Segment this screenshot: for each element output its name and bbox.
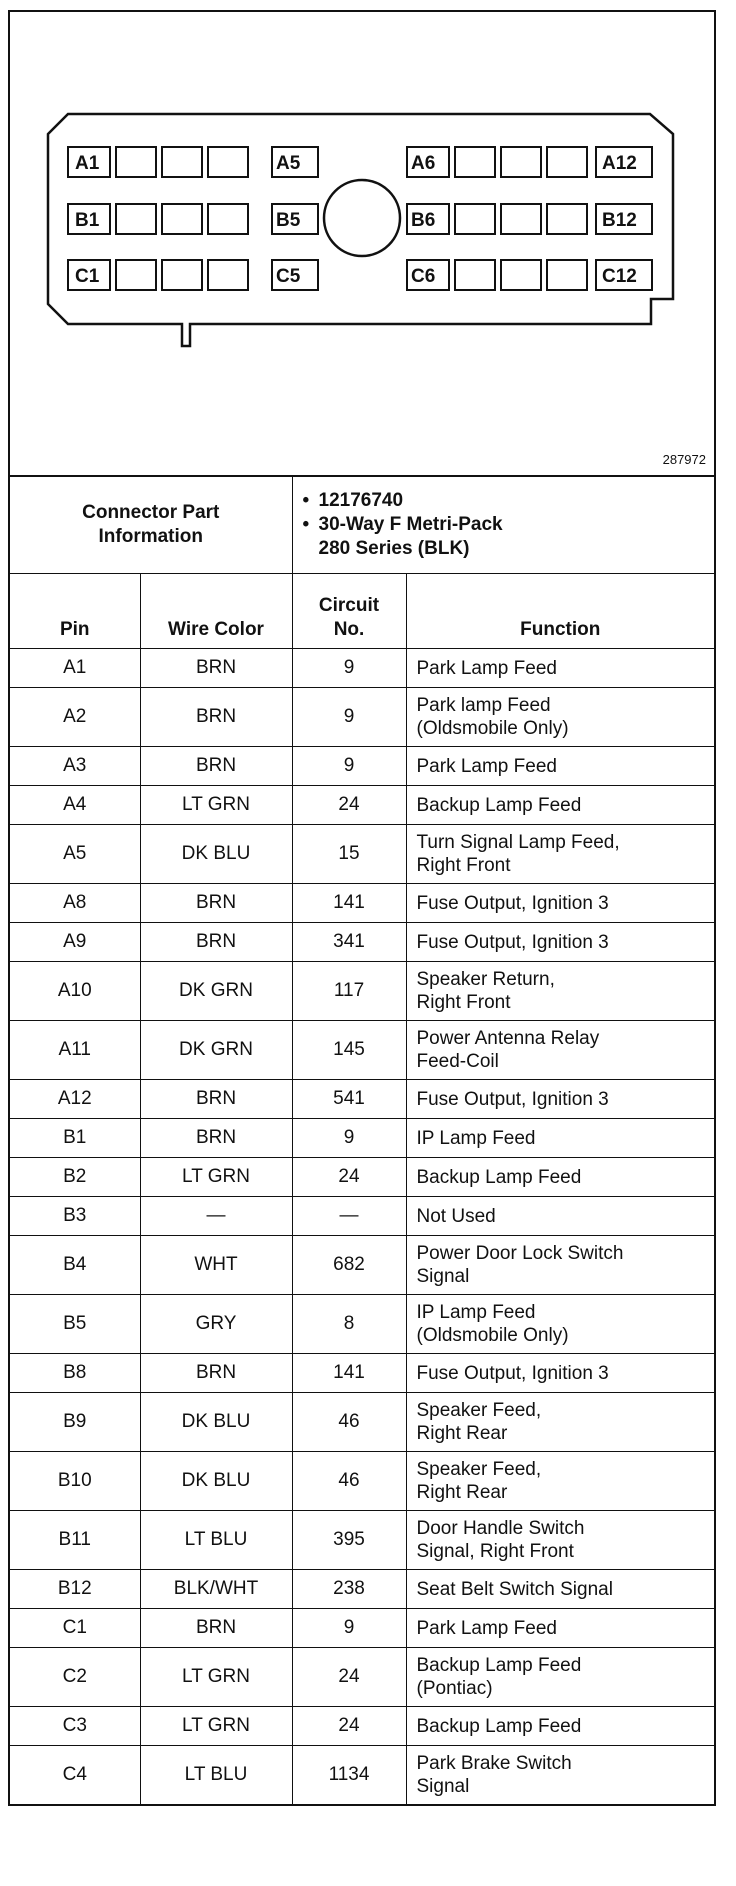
circuit-cell: 1134 bbox=[292, 1746, 406, 1805]
circuit-cell: — bbox=[292, 1197, 406, 1236]
connector-part-info-label-line1: Connector Part bbox=[82, 502, 220, 523]
pin-cavity bbox=[208, 147, 248, 177]
function-line1: Turn Signal Lamp Feed, bbox=[416, 832, 620, 853]
circuit-cell: 24 bbox=[292, 1648, 406, 1707]
function-line1: Not Used bbox=[416, 1205, 496, 1227]
function-line2: (Oldsmobile Only) bbox=[416, 718, 569, 739]
pin-label-b12: B12 bbox=[602, 210, 637, 231]
pin-label-a6: A6 bbox=[411, 153, 436, 174]
wire-color-cell: DK BLU bbox=[140, 825, 292, 884]
circuit-cell: 46 bbox=[292, 1452, 406, 1511]
table-row bbox=[10, 962, 714, 1021]
pin-cell: A2 bbox=[10, 688, 140, 747]
pin-cell: A12 bbox=[10, 1080, 140, 1119]
function-cell bbox=[406, 688, 714, 747]
pin-cavity bbox=[208, 260, 248, 290]
function-line2: Right Rear bbox=[416, 1423, 508, 1444]
pin-cavity bbox=[116, 204, 156, 234]
header-circuit-line2: No. bbox=[333, 619, 365, 640]
pin-cell: A10 bbox=[10, 962, 140, 1021]
table-row bbox=[10, 884, 714, 923]
pin-cavity bbox=[501, 147, 541, 177]
connector-center-circle bbox=[324, 180, 400, 256]
connector-table bbox=[10, 477, 714, 1804]
function-line1: Speaker Feed, bbox=[416, 1400, 542, 1421]
pin-cavity bbox=[208, 204, 248, 234]
function-cell bbox=[406, 825, 714, 884]
pin-cell: C1 bbox=[10, 1609, 140, 1648]
function-cell bbox=[406, 1080, 714, 1119]
function-line1: Speaker Feed, bbox=[416, 1459, 542, 1480]
table-row bbox=[10, 1080, 714, 1119]
function-line2: Right Front bbox=[416, 992, 511, 1013]
function-line1: Backup Lamp Feed bbox=[416, 1166, 582, 1188]
function-cell bbox=[406, 1354, 714, 1393]
connector-part-info-row bbox=[10, 477, 714, 574]
pin-label-a5: A5 bbox=[276, 153, 301, 174]
function-cell bbox=[406, 1570, 714, 1609]
pin-cavity bbox=[116, 147, 156, 177]
pin-cell: B11 bbox=[10, 1511, 140, 1570]
pin-label-b5: B5 bbox=[276, 210, 301, 231]
function-cell bbox=[406, 1511, 714, 1570]
pin-label-b1: B1 bbox=[75, 210, 100, 231]
pin-cell: B3 bbox=[10, 1197, 140, 1236]
function-cell bbox=[406, 1295, 714, 1354]
table-row bbox=[10, 1295, 714, 1354]
part-number: • 12176740 bbox=[319, 489, 709, 513]
circuit-cell: 8 bbox=[292, 1295, 406, 1354]
pin-cell: A1 bbox=[10, 649, 140, 688]
connector-face-drawing bbox=[10, 12, 714, 475]
function-cell bbox=[406, 1197, 714, 1236]
pin-label-c6: C6 bbox=[411, 266, 436, 287]
table-row bbox=[10, 747, 714, 786]
function-line1: Door Handle Switch bbox=[416, 1518, 585, 1539]
connector-description-line1: 30-Way F Metri-Pack bbox=[318, 514, 503, 535]
pin-cell: C4 bbox=[10, 1746, 140, 1805]
table-row bbox=[10, 786, 714, 825]
table-row bbox=[10, 1511, 714, 1570]
pin-cavity bbox=[501, 260, 541, 290]
header-function: Function bbox=[406, 574, 714, 649]
table-row bbox=[10, 1197, 714, 1236]
function-line1: Speaker Return, bbox=[416, 969, 555, 990]
function-line1: Park Brake Switch bbox=[416, 1753, 572, 1774]
header-pin: Pin bbox=[10, 574, 140, 649]
header-wire-color: Wire Color bbox=[140, 574, 292, 649]
pin-label-a1: A1 bbox=[75, 153, 100, 174]
circuit-cell: 24 bbox=[292, 1707, 406, 1746]
pin-cell: B12 bbox=[10, 1570, 140, 1609]
pin-label-a12: A12 bbox=[602, 153, 637, 174]
function-line1: Park Lamp Feed bbox=[416, 1617, 557, 1639]
wire-color-cell: DK GRN bbox=[140, 962, 292, 1021]
circuit-cell: 117 bbox=[292, 962, 406, 1021]
function-line1: Backup Lamp Feed bbox=[416, 1655, 582, 1676]
circuit-cell: 24 bbox=[292, 1158, 406, 1197]
circuit-cell: 9 bbox=[292, 747, 406, 786]
wire-color-cell: LT GRN bbox=[140, 1158, 292, 1197]
function-line2: Signal bbox=[416, 1266, 470, 1287]
pin-cell: B1 bbox=[10, 1119, 140, 1158]
function-cell bbox=[406, 1452, 714, 1511]
function-line1: Fuse Output, Ignition 3 bbox=[416, 1362, 609, 1384]
circuit-cell: 341 bbox=[292, 923, 406, 962]
wire-color-cell: BRN bbox=[140, 1609, 292, 1648]
circuit-cell: 9 bbox=[292, 688, 406, 747]
wire-color-cell: WHT bbox=[140, 1236, 292, 1295]
connector-description-line2: 280 Series (BLK) bbox=[318, 538, 470, 559]
connector-housing-outline bbox=[48, 114, 673, 346]
connector-description bbox=[319, 513, 709, 561]
connector-diagram bbox=[10, 12, 714, 477]
wire-color-cell: LT GRN bbox=[140, 786, 292, 825]
table-row bbox=[10, 1354, 714, 1393]
table-row bbox=[10, 1021, 714, 1080]
pinout-document bbox=[8, 10, 716, 1806]
pin-cavity bbox=[455, 147, 495, 177]
pin-cavity bbox=[547, 204, 587, 234]
circuit-cell: 145 bbox=[292, 1021, 406, 1080]
circuit-cell: 141 bbox=[292, 1354, 406, 1393]
function-line2: Right Rear bbox=[416, 1482, 508, 1503]
header-circuit-no bbox=[292, 574, 406, 649]
function-line1: Park Lamp Feed bbox=[416, 755, 557, 777]
function-cell bbox=[406, 747, 714, 786]
pin-cell: B9 bbox=[10, 1393, 140, 1452]
table-row bbox=[10, 1707, 714, 1746]
pin-cavity bbox=[501, 204, 541, 234]
wire-color-cell: — bbox=[140, 1197, 292, 1236]
function-line1: Fuse Output, Ignition 3 bbox=[416, 1088, 609, 1110]
function-line1: Seat Belt Switch Signal bbox=[416, 1578, 613, 1600]
pin-cell: C3 bbox=[10, 1707, 140, 1746]
function-line1: Fuse Output, Ignition 3 bbox=[416, 931, 609, 953]
table-header-row bbox=[10, 574, 714, 649]
circuit-cell: 46 bbox=[292, 1393, 406, 1452]
function-line1: Power Antenna Relay bbox=[416, 1028, 600, 1049]
function-line2: Right Front bbox=[416, 855, 511, 876]
function-cell bbox=[406, 1021, 714, 1080]
function-cell bbox=[406, 884, 714, 923]
function-line2: Signal, Right Front bbox=[416, 1541, 574, 1562]
function-line2: (Oldsmobile Only) bbox=[416, 1325, 569, 1346]
function-line1: Fuse Output, Ignition 3 bbox=[416, 892, 609, 914]
function-cell bbox=[406, 1393, 714, 1452]
pin-cell: B4 bbox=[10, 1236, 140, 1295]
function-cell bbox=[406, 786, 714, 825]
circuit-cell: 238 bbox=[292, 1570, 406, 1609]
function-line1: IP Lamp Feed bbox=[416, 1127, 536, 1149]
pin-label-b6: B6 bbox=[411, 210, 436, 231]
table-row bbox=[10, 688, 714, 747]
wire-color-cell: GRY bbox=[140, 1295, 292, 1354]
pin-cavity bbox=[162, 147, 202, 177]
function-cell bbox=[406, 1119, 714, 1158]
wire-color-cell: DK BLU bbox=[140, 1452, 292, 1511]
pin-cavities bbox=[68, 147, 652, 290]
wire-color-cell: LT BLU bbox=[140, 1511, 292, 1570]
pin-label-c5: C5 bbox=[276, 266, 301, 287]
circuit-cell: 24 bbox=[292, 786, 406, 825]
function-line1: Backup Lamp Feed bbox=[416, 1715, 582, 1737]
circuit-cell: 9 bbox=[292, 1609, 406, 1648]
pin-cell: A4 bbox=[10, 786, 140, 825]
function-cell bbox=[406, 923, 714, 962]
circuit-cell: 541 bbox=[292, 1080, 406, 1119]
function-cell bbox=[406, 1746, 714, 1805]
pin-cell: B8 bbox=[10, 1354, 140, 1393]
function-cell bbox=[406, 1158, 714, 1197]
function-line1: IP Lamp Feed bbox=[416, 1302, 536, 1323]
function-cell bbox=[406, 1648, 714, 1707]
pin-cavity bbox=[455, 204, 495, 234]
connector-part-info-values bbox=[292, 477, 714, 574]
table-row bbox=[10, 1570, 714, 1609]
wire-color-cell: LT GRN bbox=[140, 1648, 292, 1707]
function-cell bbox=[406, 1609, 714, 1648]
pin-rows bbox=[10, 649, 714, 1805]
wire-color-cell: DK GRN bbox=[140, 1021, 292, 1080]
wire-color-cell: BRN bbox=[140, 747, 292, 786]
table-row bbox=[10, 1236, 714, 1295]
table-row bbox=[10, 1609, 714, 1648]
wire-color-cell: BRN bbox=[140, 649, 292, 688]
pin-cavity bbox=[162, 204, 202, 234]
function-cell bbox=[406, 649, 714, 688]
pin-cell: A3 bbox=[10, 747, 140, 786]
wire-color-cell: LT BLU bbox=[140, 1746, 292, 1805]
pin-cavity bbox=[162, 260, 202, 290]
wire-color-cell: BRN bbox=[140, 688, 292, 747]
wire-color-cell: BRN bbox=[140, 1080, 292, 1119]
pin-cell: A5 bbox=[10, 825, 140, 884]
wire-color-cell: BLK/WHT bbox=[140, 1570, 292, 1609]
pin-cell: A11 bbox=[10, 1021, 140, 1080]
pin-cavity bbox=[547, 147, 587, 177]
pin-cell: B5 bbox=[10, 1295, 140, 1354]
connector-part-info-label-line2: Information bbox=[98, 526, 203, 547]
wire-color-cell: BRN bbox=[140, 1354, 292, 1393]
pin-cell: A8 bbox=[10, 884, 140, 923]
circuit-cell: 9 bbox=[292, 1119, 406, 1158]
table-row bbox=[10, 1393, 714, 1452]
circuit-cell: 395 bbox=[292, 1511, 406, 1570]
circuit-cell: 15 bbox=[292, 825, 406, 884]
function-cell bbox=[406, 1707, 714, 1746]
table-row bbox=[10, 1119, 714, 1158]
header-circuit-line1: Circuit bbox=[318, 595, 380, 616]
function-cell bbox=[406, 962, 714, 1021]
function-line1: Park Lamp Feed bbox=[416, 657, 557, 679]
function-line1: Backup Lamp Feed bbox=[416, 794, 582, 816]
function-cell bbox=[406, 1236, 714, 1295]
wire-color-cell: LT GRN bbox=[140, 1707, 292, 1746]
pin-cell: B10 bbox=[10, 1452, 140, 1511]
table-row bbox=[10, 649, 714, 688]
wire-color-cell: BRN bbox=[140, 1119, 292, 1158]
wire-color-cell: DK BLU bbox=[140, 1393, 292, 1452]
function-line1: Park lamp Feed bbox=[416, 695, 551, 716]
pin-cell: B2 bbox=[10, 1158, 140, 1197]
pin-label-c1: C1 bbox=[75, 266, 100, 287]
pin-cell: A9 bbox=[10, 923, 140, 962]
pin-cavity bbox=[455, 260, 495, 290]
function-line2: (Pontiac) bbox=[416, 1678, 493, 1699]
connector-part-info-label bbox=[10, 477, 292, 574]
wire-color-cell: BRN bbox=[140, 923, 292, 962]
table-row bbox=[10, 825, 714, 884]
table-row bbox=[10, 923, 714, 962]
wire-color-cell: BRN bbox=[140, 884, 292, 923]
circuit-cell: 9 bbox=[292, 649, 406, 688]
circuit-cell: 141 bbox=[292, 884, 406, 923]
circuit-cell: 682 bbox=[292, 1236, 406, 1295]
table-row bbox=[10, 1158, 714, 1197]
function-line2: Feed-Coil bbox=[416, 1051, 499, 1072]
pin-cavity bbox=[547, 260, 587, 290]
table-row bbox=[10, 1746, 714, 1805]
table-row bbox=[10, 1648, 714, 1707]
pin-cavity bbox=[116, 260, 156, 290]
table-row bbox=[10, 1452, 714, 1511]
pin-label-c12: C12 bbox=[602, 266, 637, 287]
function-line1: Power Door Lock Switch bbox=[416, 1243, 624, 1264]
function-line2: Signal bbox=[416, 1776, 470, 1797]
figure-id: 287972 bbox=[662, 452, 706, 467]
pin-cell: C2 bbox=[10, 1648, 140, 1707]
